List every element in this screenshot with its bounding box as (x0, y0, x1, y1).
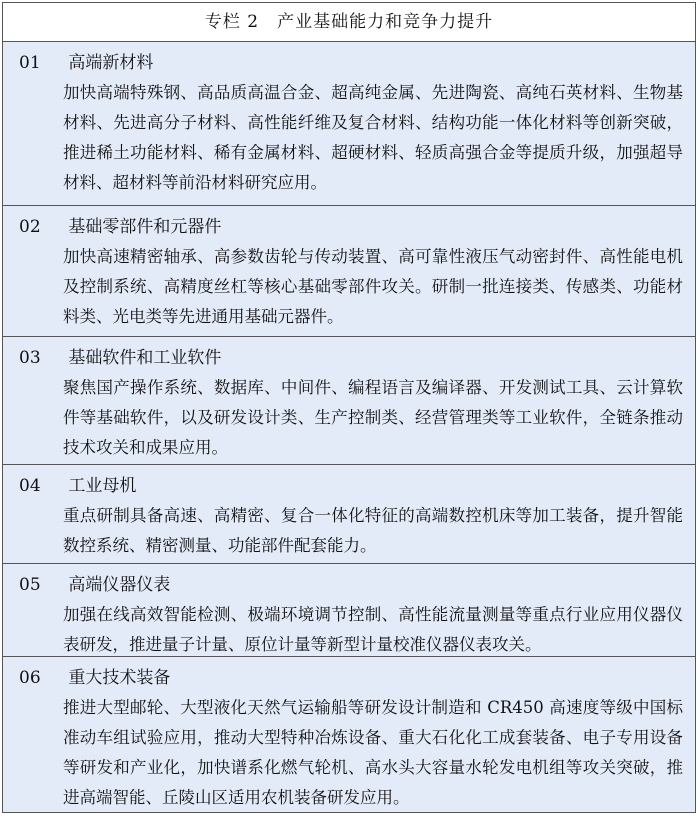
section-heading (19, 212, 683, 242)
section-heading (19, 471, 683, 501)
section-heading (19, 570, 683, 600)
section-new-materials (3, 42, 695, 206)
panel-title: 专栏 2 产业基础能力和竞争力提升 (3, 3, 695, 42)
section-number: 01 (19, 53, 41, 73)
section-software (3, 337, 695, 465)
column-panel (2, 2, 696, 813)
section-title: 基础零部件和元器件 (68, 217, 222, 237)
section-heading (19, 343, 683, 373)
section-components (3, 206, 695, 337)
section-title: 基础软件和工业软件 (68, 348, 222, 368)
section-machine-tools (3, 465, 695, 564)
section-heading (19, 663, 683, 693)
section-number: 04 (19, 476, 41, 496)
section-body: 推进大型邮轮、大型液化天然气运输船等研发设计制造和 CR450 高速度等级中国标准动车组试验应用，推动大型特种冶炼设备、重大石化化工成套装备、电子专用设备等研发和产业化，加快谱系化燃气轮机、高水头大容量水轮发电机组等攻关突破，推进高端智能、丘陵山区适用农机装备研发应用。 (63, 698, 684, 807)
section-title: 高端新材料 (68, 53, 154, 73)
section-heading (19, 48, 683, 78)
section-body: 重点研制具备高速、高精密、复合一体化特征的高端数控机床等加工装备，提升智能数控系统、精密测量、功能部件配套能力。 (63, 506, 683, 555)
section-number: 06 (19, 668, 41, 688)
section-title: 高端仪器仪表 (68, 575, 171, 595)
section-number: 03 (19, 348, 41, 368)
section-instruments (3, 564, 695, 657)
section-title: 工业母机 (68, 476, 137, 496)
section-major-equipment (3, 657, 695, 813)
section-number: 05 (19, 575, 41, 595)
section-body: 加快高速精密轴承、高参数齿轮与传动装置、高可靠性液压气动密封件、高性能电机及控制系统、高精度丝杠等核心基础零部件攻关。研制一批连接类、传感类、功能材料类、光电类等先进通用基础元器件。 (63, 247, 683, 326)
section-title: 重大技术装备 (68, 668, 171, 688)
section-number: 02 (19, 217, 41, 237)
section-body: 聚焦国产操作系统、数据库、中间件、编程语言及编译器、开发测试工具、云计算软件等基础软件，以及研发设计类、生产控制类、经营管理类等工业软件，全链条推动技术攻关和成果应用。 (63, 378, 683, 457)
section-body: 加快高端特殊钢、高品质高温合金、超高纯金属、先进陶瓷、高纯石英材料、生物基材料、先进高分子材料、高性能纤维及复合材料、结构功能一体化材料等创新突破，推进稀土功能材料、稀有金属材料、超硬材料、轻质高强合金等提质升级，加强超导材料、超材料等前沿材料研究应用。 (63, 83, 683, 192)
section-body: 加强在线高效智能检测、极端环境调节控制、高性能流量测量等重点行业应用仪器仪表研发，推进量子计量、原位计量等新型计量校准仪器仪表攻关。 (63, 605, 683, 654)
